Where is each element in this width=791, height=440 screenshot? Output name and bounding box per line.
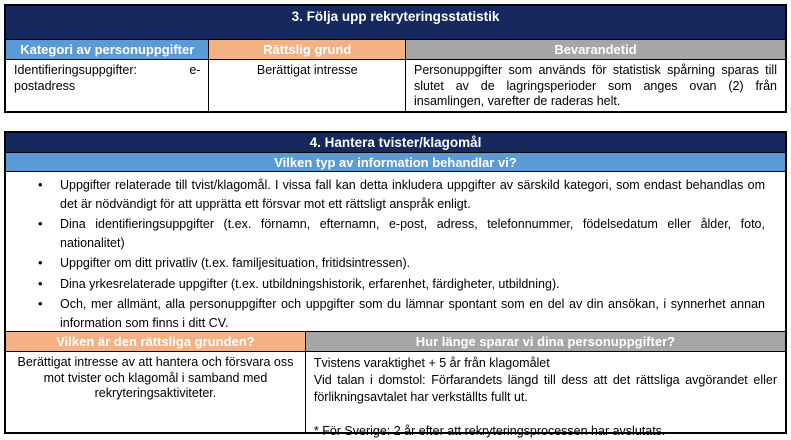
table4-title (6, 133, 785, 153)
list-item: • Uppgifter relaterade till tvist/klagomål. I vissa fall kan detta inkludera uppgifter av särskild kategori, som endast behandlas om det är nödvändigt för att upprätta ett försvar mot ett rättsligt anspråk enligt. (22, 176, 765, 213)
spacer (314, 406, 777, 423)
table-recruitment-statistics (4, 4, 787, 113)
table3-title-text: 3. Följa upp rekryteringsstatistik (291, 9, 500, 24)
table4-info-header (6, 153, 785, 172)
retention-sweden-note: * För Sverige: 2 år efter att rekryteringsprocessen har avslutats. (313, 424, 666, 438)
retention-court: Vid talan i domstol: Förfarandets längd till dess att det rättsliga avgörandet eller förlikningsavtalet har verkställts fullt ut. (313, 373, 777, 404)
list-item: • Uppgifter om ditt privatliv (t.ex. familjesituation, fritidsintressen). (22, 254, 765, 273)
header-category: Kategori av personuppgifter (6, 40, 209, 59)
header-retention: Bevarandetid (406, 40, 785, 59)
list-item: • Och, mer allmänt, alla personuppgifter och uppgifter som du lämnar spontant som en del av din ansökan, i synnerhet annan information som finns i ditt CV. (22, 295, 765, 332)
table4-header-row (6, 332, 785, 352)
cell-retention (306, 352, 785, 438)
cell-information-types (6, 172, 785, 332)
information-types-list (22, 176, 765, 332)
header-legal-basis: Rättslig grund (209, 40, 406, 59)
cell-retention: Personuppgifter som används för statistisk spårning sparas till slutet av de lagringsperioder som anges ovan (2) från insamlingen, varefter de raderas helt. (413, 63, 777, 108)
table-disputes-complaints (4, 131, 787, 438)
table-row (6, 352, 785, 438)
header-retention: Hur länge sparar vi dina personuppgifter? (306, 332, 785, 351)
list-item: • Dina identifieringsuppgifter (t.ex. förnamn, efternamn, e-post, adress, telefonnummer, födelsedatum eller ålder, foto, nationalitet) (22, 215, 765, 252)
cell-legal-basis: Berättigat intresse (209, 60, 406, 111)
table4-info-header-text: Vilken typ av information behandlar vi? (274, 154, 517, 170)
list-item: • Dina yrkesrelaterade uppgifter (t.ex. utbildningshistorik, erfarenhet, färdigheter, utbildning). (22, 275, 765, 294)
retention-duration: Tvistens varaktighet + 5 år från klagomålet (313, 356, 550, 370)
table3-title (6, 6, 785, 40)
table4-title-text: 4. Hantera tvister/klagomål (309, 135, 482, 150)
header-legal-basis: Vilken är den rättsliga grunden? (6, 332, 306, 351)
cell-category: Identifieringsuppgifter: e-postadress (6, 60, 209, 111)
table3-header-row (6, 40, 785, 60)
table-row (6, 60, 785, 111)
cell-legal-basis: Berättigat intresse av att hantera och försvara oss mot tvister och klagomål i samband med rekryteringsaktiviteter. (6, 352, 306, 432)
